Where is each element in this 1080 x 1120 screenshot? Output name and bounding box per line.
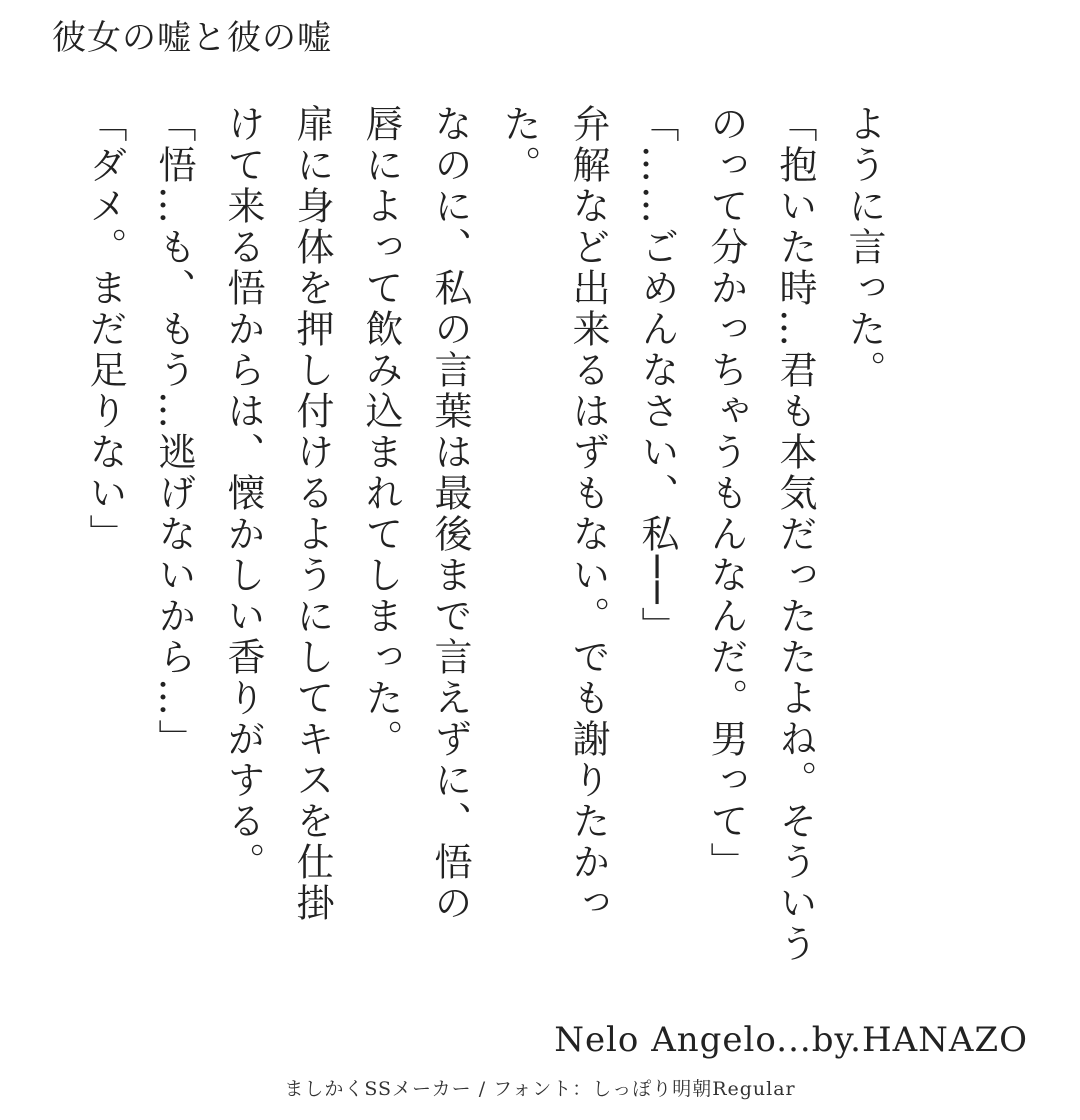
story-body <box>83 104 898 1024</box>
text-column: 唇によって飲み込まれてしまった。 <box>359 104 403 760</box>
text-column: 扉に身体を押し付けるようにしてキスを仕掛 <box>290 104 334 924</box>
text-column: 「抱いた時…君も本気だったたよね。そういう <box>773 104 817 965</box>
text-column: 弁解など出来るはずもない。でも謝りたかっ <box>566 104 610 924</box>
text-column: 「……ごめんなさい、私──」 <box>635 104 679 648</box>
page-title: 彼女の嘘と彼の嘘 <box>52 18 332 58</box>
text-column: ように言った。 <box>842 104 886 391</box>
text-column: のって分かっちゃうもんなんだ。男って」 <box>704 104 748 883</box>
credit-line: ましかくSSメーカー / フォント：しっぽり明朝Regular <box>284 1078 796 1100</box>
text-column: 「ダメ。まだ足りない」 <box>83 104 127 555</box>
text-column: なのに、私の言葉は最後まで言えずに、悟の <box>428 104 472 924</box>
author-signature: Nelo Angelo...by.HANAZO <box>554 1020 1028 1060</box>
text-column: けて来る悟からは、懐かしい香りがする。 <box>221 104 265 883</box>
text-column: た。 <box>497 104 541 186</box>
text-column: 「悟…も、もう…逃げないから…」 <box>152 104 196 760</box>
